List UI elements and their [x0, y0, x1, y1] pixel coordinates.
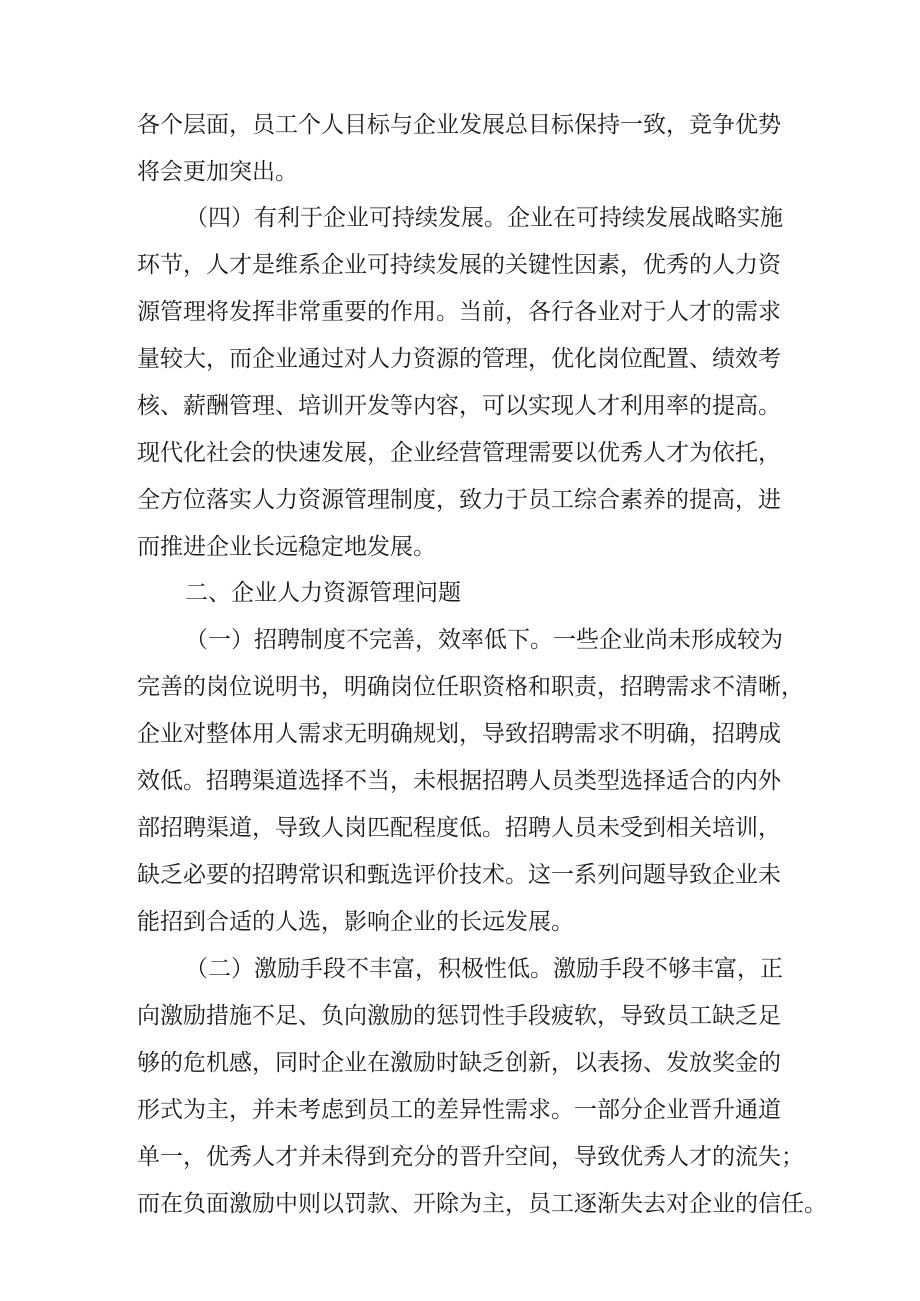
text-line: 单一，优秀人才并未得到充分的晋升空间，导致优秀人才的流失； — [137, 1144, 804, 1170]
text-line: 而在负面激励中则以罚款、开除为主，员工逐渐失去对企业的信任。 — [137, 1191, 827, 1217]
text-line: 够的危机感，同时企业在激励时缺乏创新，以表扬、发放奖金的 — [137, 1050, 781, 1076]
text-line: 形式为主，并未考虑到员工的差异性需求。一部分企业晋升通道 — [137, 1097, 781, 1123]
text-line: 企业对整体用人需求无明确规划，导致招聘需求不明确，招聘成 — [137, 721, 781, 747]
text-line: （一）招聘制度不完善，效率低下。一些企业尚未形成较为 — [185, 627, 783, 653]
text-line: 能招到合适的人选，影响企业的长远发展。 — [137, 909, 574, 935]
text-line: 源管理将发挥非常重要的作用。当前，各行各业对于人才的需求 — [137, 299, 781, 325]
text-line: 向激励措施不足、负向激励的惩罚性手段疲软，导致员工缺乏足 — [137, 1003, 781, 1029]
text-line: 量较大，而企业通过对人力资源的管理，优化岗位配置、绩效考 — [137, 346, 781, 372]
text-line: 将会更加突出。 — [137, 159, 298, 185]
section-heading: 二、企业人力资源管理问题 — [185, 580, 461, 606]
text-line: 效低。招聘渠道选择不当，未根据招聘人员类型选择适合的内外 — [137, 768, 781, 794]
text-line: （二）激励手段不丰富，积极性低。激励手段不够丰富，正 — [185, 956, 783, 982]
text-line: 环节，人才是维系企业可持续发展的关键性因素，优秀的人力资 — [137, 252, 781, 278]
text-line: 部招聘渠道，导致人岗匹配程度低。招聘人员未受到相关培训， — [137, 815, 781, 841]
text-line: 核、薪酬管理、培训开发等内容，可以实现人才利用率的提高。 — [137, 393, 781, 419]
text-line: 缺乏必要的招聘常识和甄选评价技术。这一系列问题导致企业未 — [137, 862, 781, 888]
text-line: （四）有利于企业可持续发展。企业在可持续发展战略实施 — [185, 205, 783, 231]
text-line: 完善的岗位说明书，明确岗位任职资格和职责，招聘需求不清晰， — [137, 674, 804, 700]
text-line: 而推进企业长远稳定地发展。 — [137, 534, 436, 560]
text-line: 现代化社会的快速发展，企业经营管理需要以优秀人才为依托， — [137, 440, 781, 466]
text-line: 各个层面，员工个人目标与企业发展总目标保持一致，竞争优势 — [137, 112, 781, 138]
text-line: 全方位落实人力资源管理制度，致力于员工综合素养的提高，进 — [137, 487, 781, 513]
